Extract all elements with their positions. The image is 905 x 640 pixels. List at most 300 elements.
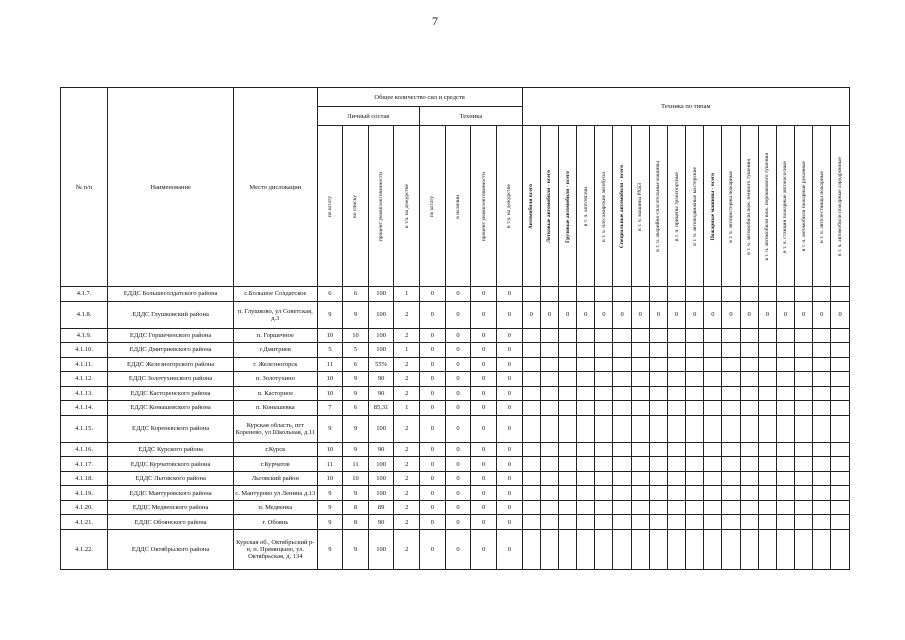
row-type-12 bbox=[740, 415, 758, 442]
row-type-4: 0 bbox=[595, 301, 613, 328]
row-type-7 bbox=[649, 500, 667, 515]
row-value-0: 9 bbox=[317, 486, 343, 501]
row-type-3 bbox=[577, 486, 595, 501]
row-number: 4.1.10. bbox=[61, 343, 108, 358]
row-type-9 bbox=[686, 328, 704, 343]
row-value-2: 100 bbox=[368, 529, 394, 569]
row-value-4: 0 bbox=[420, 442, 446, 457]
row-type-14 bbox=[776, 515, 794, 530]
row-type-7 bbox=[649, 471, 667, 486]
row-value-4: 0 bbox=[420, 386, 446, 401]
row-value-4: 0 bbox=[420, 287, 446, 302]
row-type-3 bbox=[577, 515, 595, 530]
row-value-5: 0 bbox=[445, 372, 471, 387]
row-type-9 bbox=[686, 287, 704, 302]
row-type-17 bbox=[831, 457, 850, 472]
forces-table bbox=[60, 87, 850, 570]
row-number: 4.1.16. bbox=[61, 442, 108, 457]
row-type-15 bbox=[795, 357, 813, 372]
row-number: 4.1.14. bbox=[61, 401, 108, 416]
row-value-4: 0 bbox=[420, 328, 446, 343]
row-type-9 bbox=[686, 471, 704, 486]
row-type-1 bbox=[540, 372, 558, 387]
header-equipment-col-2 bbox=[471, 126, 497, 287]
row-name: ЕДДС Дмитриевского района bbox=[108, 343, 234, 358]
row-type-1: 0 bbox=[540, 301, 558, 328]
row-type-11 bbox=[722, 287, 740, 302]
header-personnel-col-3-label: в т.ч. на дежурстве bbox=[403, 184, 410, 229]
row-type-12 bbox=[740, 357, 758, 372]
row-value-1: 6 bbox=[343, 357, 369, 372]
row-value-6: 0 bbox=[471, 301, 497, 328]
row-value-6: 0 bbox=[471, 386, 497, 401]
row-type-16 bbox=[813, 457, 831, 472]
row-type-7 bbox=[649, 486, 667, 501]
row-type-16 bbox=[813, 357, 831, 372]
row-value-6: 0 bbox=[471, 457, 497, 472]
row-type-16 bbox=[813, 343, 831, 358]
row-value-2: 100 bbox=[368, 343, 394, 358]
header-equipment-by-type: Техника по типам bbox=[522, 88, 849, 126]
table-row bbox=[61, 457, 850, 472]
row-type-0 bbox=[522, 529, 540, 569]
row-type-4 bbox=[595, 343, 613, 358]
row-type-11 bbox=[722, 372, 740, 387]
row-type-11 bbox=[722, 442, 740, 457]
row-value-5: 0 bbox=[445, 287, 471, 302]
row-type-14 bbox=[776, 287, 794, 302]
row-name: ЕДДС Касторенского района bbox=[108, 386, 234, 401]
header-type-col-17 bbox=[831, 126, 850, 287]
row-type-9 bbox=[686, 457, 704, 472]
table-row bbox=[61, 529, 850, 569]
row-type-16 bbox=[813, 515, 831, 530]
row-type-5 bbox=[613, 372, 631, 387]
row-value-7: 0 bbox=[496, 515, 522, 530]
row-type-2 bbox=[559, 343, 577, 358]
header-equipment: Техника bbox=[420, 107, 523, 126]
row-type-15 bbox=[795, 457, 813, 472]
row-type-12 bbox=[740, 471, 758, 486]
row-type-10 bbox=[704, 287, 722, 302]
row-value-3: 2 bbox=[394, 500, 420, 515]
row-value-3: 2 bbox=[394, 386, 420, 401]
row-value-1: 9 bbox=[343, 386, 369, 401]
row-type-0 bbox=[522, 457, 540, 472]
table-row bbox=[61, 471, 850, 486]
row-type-6 bbox=[631, 415, 649, 442]
row-value-0: 6 bbox=[317, 287, 343, 302]
row-number: 4.1.7. bbox=[61, 287, 108, 302]
header-equipment-col-0-label: по штату bbox=[429, 195, 436, 218]
row-value-3: 2 bbox=[394, 301, 420, 328]
row-name: ЕДДС Золотухинского района bbox=[108, 372, 234, 387]
row-number: 4.1.11. bbox=[61, 357, 108, 372]
table-row bbox=[61, 343, 850, 358]
header-type-col-13 bbox=[758, 126, 776, 287]
row-value-5: 0 bbox=[445, 401, 471, 416]
row-type-13 bbox=[758, 343, 776, 358]
row-value-5: 0 bbox=[445, 343, 471, 358]
header-personnel-col-1 bbox=[343, 126, 369, 287]
row-name: ЕДДС Конышевского района bbox=[108, 401, 234, 416]
row-type-7 bbox=[649, 386, 667, 401]
row-type-11 bbox=[722, 457, 740, 472]
row-type-16 bbox=[813, 386, 831, 401]
row-type-6 bbox=[631, 328, 649, 343]
row-value-7: 0 bbox=[496, 301, 522, 328]
row-type-12 bbox=[740, 401, 758, 416]
row-value-1: 8 bbox=[343, 515, 369, 530]
row-value-6: 0 bbox=[471, 287, 497, 302]
row-type-9 bbox=[686, 515, 704, 530]
row-type-10 bbox=[704, 386, 722, 401]
row-type-1 bbox=[540, 471, 558, 486]
row-value-2: 90 bbox=[368, 515, 394, 530]
row-type-10 bbox=[704, 401, 722, 416]
row-type-5 bbox=[613, 442, 631, 457]
row-type-14 bbox=[776, 500, 794, 515]
row-number: 4.1.13. bbox=[61, 386, 108, 401]
row-type-5 bbox=[613, 486, 631, 501]
row-type-0 bbox=[522, 415, 540, 442]
row-type-11 bbox=[722, 343, 740, 358]
row-value-2: 89 bbox=[368, 500, 394, 515]
row-value-2: 100 bbox=[368, 328, 394, 343]
row-type-11 bbox=[722, 515, 740, 530]
header-equipment-col-3-label: в т.ч. на дежурстве bbox=[506, 184, 513, 229]
header-type-col-10-label: Пожарные машины - всего bbox=[709, 172, 716, 241]
row-value-0: 10 bbox=[317, 471, 343, 486]
row-value-3: 2 bbox=[394, 442, 420, 457]
row-value-3: 2 bbox=[394, 328, 420, 343]
header-type-col-8 bbox=[667, 126, 685, 287]
row-value-4: 0 bbox=[420, 500, 446, 515]
row-type-6 bbox=[631, 287, 649, 302]
table-row bbox=[61, 500, 850, 515]
row-type-3 bbox=[577, 471, 595, 486]
header-type-col-0 bbox=[522, 126, 540, 287]
row-type-17 bbox=[831, 442, 850, 457]
table-row bbox=[61, 515, 850, 530]
row-type-12 bbox=[740, 328, 758, 343]
row-type-13 bbox=[758, 386, 776, 401]
row-type-5 bbox=[613, 500, 631, 515]
row-value-5: 0 bbox=[445, 386, 471, 401]
header-equipment-col-1 bbox=[445, 126, 471, 287]
row-type-8 bbox=[667, 457, 685, 472]
header-personnel-col-2-label: процент укомплектованности bbox=[378, 171, 385, 242]
row-value-2: 100 bbox=[368, 486, 394, 501]
row-type-14 bbox=[776, 386, 794, 401]
row-type-9 bbox=[686, 401, 704, 416]
row-type-7: 0 bbox=[649, 301, 667, 328]
row-type-12: 0 bbox=[740, 301, 758, 328]
row-value-2: 100 bbox=[368, 301, 394, 328]
row-type-3 bbox=[577, 328, 595, 343]
row-type-13 bbox=[758, 529, 776, 569]
table-row bbox=[61, 328, 850, 343]
row-value-1: 6 bbox=[343, 287, 369, 302]
row-value-6: 0 bbox=[471, 415, 497, 442]
row-type-1 bbox=[540, 386, 558, 401]
row-value-1: 11 bbox=[343, 457, 369, 472]
row-type-6 bbox=[631, 357, 649, 372]
row-type-14 bbox=[776, 343, 794, 358]
row-value-6: 0 bbox=[471, 357, 497, 372]
row-type-5 bbox=[613, 343, 631, 358]
row-type-0 bbox=[522, 343, 540, 358]
row-value-3: 2 bbox=[394, 372, 420, 387]
row-type-9 bbox=[686, 372, 704, 387]
row-type-1 bbox=[540, 442, 558, 457]
page-number: 7 bbox=[432, 14, 438, 28]
row-value-6: 0 bbox=[471, 401, 497, 416]
row-type-17 bbox=[831, 529, 850, 569]
header-equipment-col-3 bbox=[496, 126, 522, 287]
row-type-8 bbox=[667, 401, 685, 416]
row-type-16 bbox=[813, 500, 831, 515]
row-type-10 bbox=[704, 515, 722, 530]
row-type-12 bbox=[740, 500, 758, 515]
header-type-col-12-label: в т. ч. автомобили пож. пенного тушения bbox=[746, 158, 753, 255]
row-type-7 bbox=[649, 515, 667, 530]
row-type-15 bbox=[795, 372, 813, 387]
row-type-3 bbox=[577, 500, 595, 515]
row-value-7: 0 bbox=[496, 529, 522, 569]
row-value-3: 1 bbox=[394, 401, 420, 416]
row-value-2: 90 bbox=[368, 386, 394, 401]
row-type-10 bbox=[704, 415, 722, 442]
row-value-4: 0 bbox=[420, 515, 446, 530]
header-type-col-17-label: в т. ч. автомобили пожарные аэродромные bbox=[837, 156, 844, 257]
row-type-1 bbox=[540, 500, 558, 515]
row-type-10 bbox=[704, 529, 722, 569]
row-value-6: 0 bbox=[471, 500, 497, 515]
header-type-col-16 bbox=[813, 126, 831, 287]
row-type-17 bbox=[831, 401, 850, 416]
header-type-col-11 bbox=[722, 126, 740, 287]
row-type-3 bbox=[577, 372, 595, 387]
row-type-3 bbox=[577, 457, 595, 472]
row-value-6: 0 bbox=[471, 328, 497, 343]
row-type-17 bbox=[831, 343, 850, 358]
row-type-2 bbox=[559, 486, 577, 501]
row-value-3: 2 bbox=[394, 357, 420, 372]
row-type-1 bbox=[540, 515, 558, 530]
row-value-0: 10 bbox=[317, 386, 343, 401]
row-value-5: 0 bbox=[445, 328, 471, 343]
row-location: п. Горшечное bbox=[234, 328, 317, 343]
row-value-4: 0 bbox=[420, 357, 446, 372]
row-type-12 bbox=[740, 486, 758, 501]
row-number: 4.1.9. bbox=[61, 328, 108, 343]
row-type-13 bbox=[758, 287, 776, 302]
header-type-col-6 bbox=[631, 126, 649, 287]
row-type-15 bbox=[795, 386, 813, 401]
row-type-10 bbox=[704, 471, 722, 486]
row-location: с.Большое Солдатское bbox=[234, 287, 317, 302]
row-number: 4.1.19. bbox=[61, 486, 108, 501]
row-value-3: 2 bbox=[394, 529, 420, 569]
row-name: ЕДДС Льговского района bbox=[108, 471, 234, 486]
row-type-8 bbox=[667, 372, 685, 387]
row-type-4 bbox=[595, 328, 613, 343]
row-number: 4.1.20. bbox=[61, 500, 108, 515]
row-type-10 bbox=[704, 486, 722, 501]
row-type-13 bbox=[758, 457, 776, 472]
row-type-5 bbox=[613, 328, 631, 343]
row-value-1: 10 bbox=[343, 471, 369, 486]
row-name: ЕДДС Октябрьского района bbox=[108, 529, 234, 569]
row-value-2: 90 bbox=[368, 442, 394, 457]
row-type-14 bbox=[776, 486, 794, 501]
row-type-8: 0 bbox=[667, 301, 685, 328]
row-type-17 bbox=[831, 372, 850, 387]
row-type-7 bbox=[649, 442, 667, 457]
table-row bbox=[61, 415, 850, 442]
table-row bbox=[61, 486, 850, 501]
row-value-1: 9 bbox=[343, 372, 369, 387]
row-name: ЕДДС Обоянского района bbox=[108, 515, 234, 530]
row-location: п. Медвенка bbox=[234, 500, 317, 515]
header-row-1 bbox=[61, 88, 850, 107]
row-type-7 bbox=[649, 401, 667, 416]
row-location: г. Обоянь bbox=[234, 515, 317, 530]
row-type-1 bbox=[540, 457, 558, 472]
row-type-1 bbox=[540, 357, 558, 372]
row-value-6: 0 bbox=[471, 442, 497, 457]
row-type-13 bbox=[758, 500, 776, 515]
row-value-0: 10 bbox=[317, 442, 343, 457]
row-value-2: 85,31 bbox=[368, 401, 394, 416]
row-value-2: 100 bbox=[368, 471, 394, 486]
row-value-5: 0 bbox=[445, 415, 471, 442]
row-type-4 bbox=[595, 401, 613, 416]
row-type-5 bbox=[613, 471, 631, 486]
row-name: ЕДДС Горшеченского района bbox=[108, 328, 234, 343]
header-personnel-col-2 bbox=[368, 126, 394, 287]
row-value-1: 9 bbox=[343, 442, 369, 457]
row-value-5: 0 bbox=[445, 486, 471, 501]
row-value-6: 0 bbox=[471, 471, 497, 486]
row-type-3 bbox=[577, 343, 595, 358]
row-number: 4.1.8. bbox=[61, 301, 108, 328]
header-type-col-14 bbox=[776, 126, 794, 287]
row-location: г.Дмитриев bbox=[234, 343, 317, 358]
header-type-col-6-label: в т. ч. машины РХБЗ bbox=[637, 182, 644, 231]
row-location: г.Курчатов bbox=[234, 457, 317, 472]
row-type-14 bbox=[776, 357, 794, 372]
row-type-11 bbox=[722, 500, 740, 515]
row-value-1: 6 bbox=[343, 401, 369, 416]
row-type-2: 0 bbox=[559, 301, 577, 328]
row-value-2: 100 bbox=[368, 457, 394, 472]
row-type-3 bbox=[577, 415, 595, 442]
header-type-col-16-label: в т. ч. автолестницы пожарные bbox=[818, 170, 825, 243]
row-type-12 bbox=[740, 386, 758, 401]
header-type-col-11-label: в т. ч. автоцистерны пожарные bbox=[728, 170, 734, 243]
header-type-col-2-label: Грузовые автомобили - всего bbox=[564, 170, 571, 243]
row-type-10 bbox=[704, 442, 722, 457]
header-type-col-3 bbox=[577, 126, 595, 287]
row-type-5 bbox=[613, 529, 631, 569]
header-num: № п/п bbox=[61, 88, 108, 287]
row-type-8 bbox=[667, 515, 685, 530]
row-value-5: 0 bbox=[445, 500, 471, 515]
row-type-5 bbox=[613, 357, 631, 372]
row-type-15 bbox=[795, 529, 813, 569]
row-type-6 bbox=[631, 386, 649, 401]
row-type-4 bbox=[595, 442, 613, 457]
header-type-col-9 bbox=[686, 126, 704, 287]
row-type-15 bbox=[795, 401, 813, 416]
row-type-8 bbox=[667, 328, 685, 343]
header-type-col-12 bbox=[740, 126, 758, 287]
header-personnel-col-0-label: по штату bbox=[326, 195, 333, 218]
row-type-16 bbox=[813, 471, 831, 486]
row-type-9 bbox=[686, 386, 704, 401]
row-type-7 bbox=[649, 415, 667, 442]
row-type-6 bbox=[631, 442, 649, 457]
row-name: ЕДДС Кореневского района bbox=[108, 415, 234, 442]
header-type-col-5-label: Специальные автомобили - всего bbox=[619, 164, 626, 249]
row-value-0: 5 bbox=[317, 343, 343, 358]
row-type-8 bbox=[667, 357, 685, 372]
row-value-5: 0 bbox=[445, 357, 471, 372]
row-type-4 bbox=[595, 500, 613, 515]
row-type-2 bbox=[559, 442, 577, 457]
row-type-6 bbox=[631, 372, 649, 387]
header-type-col-10 bbox=[704, 126, 722, 287]
table-row bbox=[61, 301, 850, 328]
row-type-16 bbox=[813, 529, 831, 569]
row-type-4 bbox=[595, 287, 613, 302]
row-type-15 bbox=[795, 500, 813, 515]
row-type-17 bbox=[831, 386, 850, 401]
row-type-15 bbox=[795, 486, 813, 501]
row-type-2 bbox=[559, 386, 577, 401]
row-type-14 bbox=[776, 372, 794, 387]
row-value-7: 0 bbox=[496, 442, 522, 457]
row-value-2: 90 bbox=[368, 372, 394, 387]
row-type-0 bbox=[522, 401, 540, 416]
row-value-1: 10 bbox=[343, 328, 369, 343]
header-personnel-col-0 bbox=[317, 126, 343, 287]
row-value-0: 10 bbox=[317, 328, 343, 343]
row-type-13 bbox=[758, 471, 776, 486]
table-row bbox=[61, 372, 850, 387]
row-type-14: 0 bbox=[776, 301, 794, 328]
header-name: Наименование bbox=[108, 88, 234, 287]
row-name: ЕДДС Большесолдатского района bbox=[108, 287, 234, 302]
row-type-9: 0 bbox=[686, 301, 704, 328]
header-type-col-14-label: в т. ч. станции пожарные автонасосные bbox=[782, 160, 789, 253]
row-type-15 bbox=[795, 515, 813, 530]
row-type-14 bbox=[776, 442, 794, 457]
row-type-1 bbox=[540, 287, 558, 302]
row-type-16 bbox=[813, 328, 831, 343]
row-type-4 bbox=[595, 471, 613, 486]
row-value-3: 1 bbox=[394, 287, 420, 302]
row-value-7: 0 bbox=[496, 500, 522, 515]
header-type-col-8-label: в т. ч. прицепы транспортные bbox=[673, 171, 680, 242]
row-type-15 bbox=[795, 471, 813, 486]
table-row bbox=[61, 386, 850, 401]
row-type-15 bbox=[795, 287, 813, 302]
row-type-10 bbox=[704, 457, 722, 472]
row-type-2 bbox=[559, 500, 577, 515]
